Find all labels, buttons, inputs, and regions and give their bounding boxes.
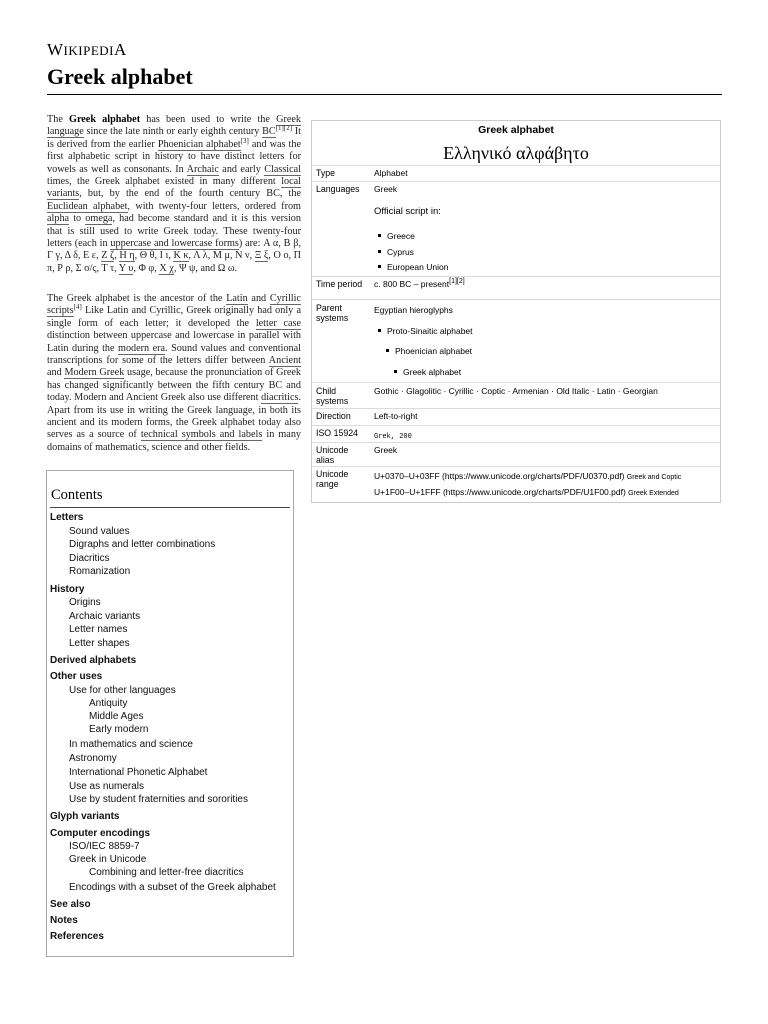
toc-item[interactable]: References: [50, 931, 104, 942]
bullet-icon: [378, 234, 381, 237]
text: and: [247, 293, 270, 304]
infobox-divider: [312, 442, 720, 443]
text: , but, by the end of the fourth century BC, the: [79, 188, 301, 200]
lead-paragraph-2: [47, 293, 301, 454]
infobox-label-direction: Direction: [316, 411, 351, 421]
link-modern-era[interactable]: modern era: [118, 342, 166, 354]
infobox-label-languages: Languages: [316, 184, 360, 194]
toc-item[interactable]: Combining and letter-free diacritics: [89, 867, 244, 878]
title-divider: [47, 94, 722, 95]
parent-system-label: Phoenician alphabet: [395, 346, 473, 356]
infobox-divider: [312, 382, 720, 383]
toc-title: Contents: [51, 487, 103, 503]
official-item[interactable]: [378, 262, 448, 272]
infobox-label-type: Type: [316, 168, 336, 178]
unicode-range-item[interactable]: [374, 471, 681, 483]
text: usage, because the pronunciation of Greek has changed significantly between the fifth century BC and today. Modern and Ancient Greek also use different: [47, 367, 301, 404]
text: has been used to write the: [140, 114, 277, 125]
text: and was the first alphabetic script in history to have distinct letters for vowels as well as consonants. In: [47, 138, 302, 175]
text: ) are: Α α, Β β, Γ γ, Δ δ, Ε ε,: [47, 238, 301, 262]
unicode-range-link[interactable]: U+0370–U+03FF (https://www.unicode.org/charts/PDF/U0370.pdf): [374, 471, 625, 481]
infobox: [311, 120, 721, 503]
parent-system-label: Greek alphabet: [403, 367, 462, 377]
parent-system-item[interactable]: Egyptian hieroglyphs: [374, 305, 453, 315]
text: The Greek alphabet is the ancestor of the: [47, 293, 227, 304]
text: , Ο ο, Π π, Ρ ρ, Σ σ/ς, Τ τ,: [47, 250, 302, 274]
link-eta[interactable]: Η η: [119, 250, 135, 262]
text: , Φ φ,: [133, 262, 160, 274]
toc-item[interactable]: Greek in Unicode: [69, 854, 147, 865]
toc-item[interactable]: Encodings with a subset of the Greek alphabet: [69, 882, 276, 893]
text: , with twenty-four letters, ordered from: [127, 200, 301, 212]
link-technical-symbols[interactable]: technical symbols and labels: [140, 429, 263, 441]
toc-item[interactable]: Computer encodings: [50, 828, 151, 839]
infobox-divider: [312, 408, 720, 409]
text: . Sound values and conventional transcriptions for some of the letters differ between: [47, 342, 302, 367]
citation-ref[interactable]: [1][2]: [275, 124, 293, 133]
text: ,: [114, 250, 120, 262]
text: , Θ θ, Ι ι,: [134, 250, 174, 262]
text: distinction between uppercase and lowercase in parallel with Latin during the: [47, 330, 301, 354]
toc-item[interactable]: Diacritics: [69, 553, 110, 564]
bullet-icon: [378, 250, 381, 253]
text: Like Latin and Cyrillic, Greek originally had only a single form of each letter; it developed the: [47, 305, 301, 329]
infobox-value-time-period: [374, 279, 465, 289]
infobox-value-child-systems[interactable]: Gothic · Glagolitic · Cyrillic · Coptic · Armenian · Old Italic · Latin · Georgian: [374, 386, 658, 396]
link-diacritics[interactable]: diacritics: [261, 392, 299, 404]
text: and early: [218, 163, 265, 175]
official-item[interactable]: [378, 231, 415, 241]
text: . Apart from its use in writing the Greek language, in both its ancient and its modern forms, the Greek alphabet today also serves as a source of: [47, 392, 301, 441]
parent-system-item[interactable]: [378, 326, 473, 336]
text: times, the Greek alphabet existed in many different: [47, 176, 282, 188]
infobox-value-type[interactable]: Alphabet: [374, 168, 408, 178]
infobox-label-unicode-alias: Unicode alias: [316, 445, 349, 465]
parent-system-item[interactable]: [386, 346, 472, 356]
link-upsilon[interactable]: Υ υ: [118, 262, 134, 274]
infobox-divider: [312, 425, 720, 426]
bullet-icon: [386, 349, 389, 352]
official-item-label: Cyprus: [387, 247, 414, 257]
text: It is derived from the earlier: [47, 126, 301, 150]
infobox-caption: Greek alphabet: [478, 124, 554, 136]
link-greek-language[interactable]: Greek language: [47, 114, 301, 138]
toc-item[interactable]: Antiquity: [89, 698, 128, 709]
link-omega[interactable]: omega: [85, 213, 113, 225]
citation-ref[interactable]: [3]: [240, 136, 249, 145]
link-phoenician-alphabet[interactable]: Phoenician alphabet: [157, 138, 241, 150]
toc-item[interactable]: International Phonetic Alphabet: [69, 767, 208, 778]
toc-item[interactable]: Origins: [69, 597, 101, 608]
table-of-contents: [46, 470, 294, 957]
link-kappa[interactable]: Κ κ: [173, 250, 189, 262]
infobox-value-unicode-alias: Greek: [374, 445, 398, 455]
toc-item[interactable]: Letter shapes: [69, 638, 130, 649]
toc-item[interactable]: Use as numerals: [69, 781, 145, 792]
official-item-label: Greece: [387, 231, 415, 241]
link-letter-case-forms[interactable]: uppercase and lowercase forms: [110, 238, 239, 250]
infobox-label-unicode-range: Unicode range: [316, 469, 349, 489]
link-letter-case[interactable]: letter case: [255, 317, 301, 329]
iso-code: Grek, 200: [374, 433, 412, 441]
text: in many domains of mathematics, science and other fields.: [47, 429, 302, 453]
official-script-heading: Official script in:: [374, 206, 441, 217]
official-item[interactable]: [378, 247, 414, 257]
text: , Ψ ψ, and Ω ω.: [173, 262, 238, 274]
link-cyrillic-scripts[interactable]: Cyrillic scripts: [47, 293, 301, 317]
link-alpha[interactable]: alpha: [47, 213, 70, 225]
link-zeta[interactable]: Ζ ζ: [101, 250, 115, 262]
lead-paragraph-1: [47, 114, 301, 275]
link-chi[interactable]: Χ χ: [159, 262, 174, 274]
toc-item[interactable]: History: [50, 584, 85, 595]
link-xi[interactable]: Ξ ξ: [254, 250, 269, 262]
infobox-value-iso-15924: [374, 430, 412, 442]
link-archaic[interactable]: Archaic: [186, 163, 219, 175]
text: , had become standard and it is this version that is still used to write Greek today. These twenty-four letters (each in: [47, 213, 301, 250]
infobox-divider: [312, 466, 720, 467]
bullet-icon: [378, 265, 381, 268]
toc-item[interactable]: Notes: [50, 915, 78, 926]
page-title: Greek alphabet: [47, 64, 193, 89]
unicode-range-link[interactable]: U+1F00–U+1FFF (https://www.unicode.org/charts/PDF/U1F00.pdf): [374, 487, 626, 497]
unicode-range-name: Greek and Coptic: [626, 474, 682, 481]
toc-item[interactable]: Early modern: [89, 724, 149, 735]
toc-divider: [50, 507, 290, 508]
toc-item[interactable]: Other uses: [50, 671, 103, 682]
toc-item[interactable]: Letters: [50, 512, 84, 523]
toc-item[interactable]: Glyph variants: [50, 811, 120, 822]
infobox-value-languages[interactable]: Greek: [374, 184, 398, 194]
citation-ref[interactable]: [4]: [73, 303, 82, 312]
toc-item[interactable]: Derived alphabets: [50, 655, 137, 666]
wordmark-part: W: [47, 40, 64, 59]
text: , Λ λ, Μ μ, Ν ν,: [188, 250, 255, 262]
link-modern-greek[interactable]: Modern Greek: [64, 367, 125, 379]
parent-system-label: Proto-Sinaitic alphabet: [387, 326, 473, 336]
toc-item[interactable]: Archaic variants: [69, 611, 141, 622]
link-local-variants[interactable]: local variants: [47, 176, 301, 200]
infobox-divider: [312, 276, 720, 277]
text: since the late ninth or early eighth century: [83, 126, 263, 138]
toc-item[interactable]: Sound values: [69, 526, 130, 537]
infobox-label-parent-systems: Parent systems: [316, 303, 349, 323]
parent-system-item: [394, 367, 461, 377]
toc-item[interactable]: Use by student fraternities and sororities: [69, 794, 248, 805]
unicode-range-item[interactable]: [374, 487, 679, 499]
citation-ref[interactable]: [1][2]: [449, 278, 465, 285]
bullet-icon: [378, 329, 381, 332]
link-latin[interactable]: Latin: [226, 293, 248, 304]
toc-item[interactable]: Use for other languages: [69, 685, 176, 696]
infobox-divider: [312, 181, 720, 182]
infobox-native-name: Ελληνικό αλφάβητο: [443, 143, 589, 163]
toc-item[interactable]: Romanization: [69, 566, 131, 577]
toc-item[interactable]: Middle Ages: [89, 711, 144, 722]
infobox-label-child-systems: Child systems: [316, 386, 349, 406]
infobox-label-iso-15924: ISO 15924: [316, 428, 359, 438]
bold-term: Greek alphabet: [69, 114, 141, 125]
toc-item[interactable]: Digraphs and letter combinations: [69, 539, 216, 550]
time-period-text: c. 800 BC – present: [374, 279, 450, 289]
toc-item[interactable]: See also: [50, 899, 91, 910]
text: The: [47, 114, 70, 125]
link-bc[interactable]: BC: [262, 126, 276, 138]
text: and: [47, 367, 65, 379]
infobox-divider: [312, 165, 720, 166]
wordmark-part: IKIPEDI: [63, 43, 114, 58]
infobox-divider: [312, 299, 720, 300]
link-euclidean-alphabet[interactable]: Euclidean alphabet: [47, 200, 128, 212]
toc-item[interactable]: In mathematics and science: [69, 739, 193, 750]
official-item-label: European Union: [387, 262, 449, 272]
infobox-value-direction[interactable]: Left-to-right: [374, 411, 418, 421]
link-classical[interactable]: Classical: [264, 163, 301, 175]
toc-item[interactable]: Astronomy: [69, 753, 117, 764]
bullet-icon: [394, 370, 397, 373]
toc-item[interactable]: Letter names: [69, 624, 128, 635]
infobox-label-time-period: Time period: [316, 279, 363, 289]
unicode-range-name: Greek Extended: [628, 490, 679, 497]
link-ancient[interactable]: Ancient: [268, 355, 301, 367]
wikipedia-wordmark[interactable]: [47, 40, 127, 60]
toc-item[interactable]: ISO/IEC 8859-7: [69, 841, 140, 852]
text: to: [69, 213, 86, 225]
wordmark-part: A: [113, 40, 127, 59]
